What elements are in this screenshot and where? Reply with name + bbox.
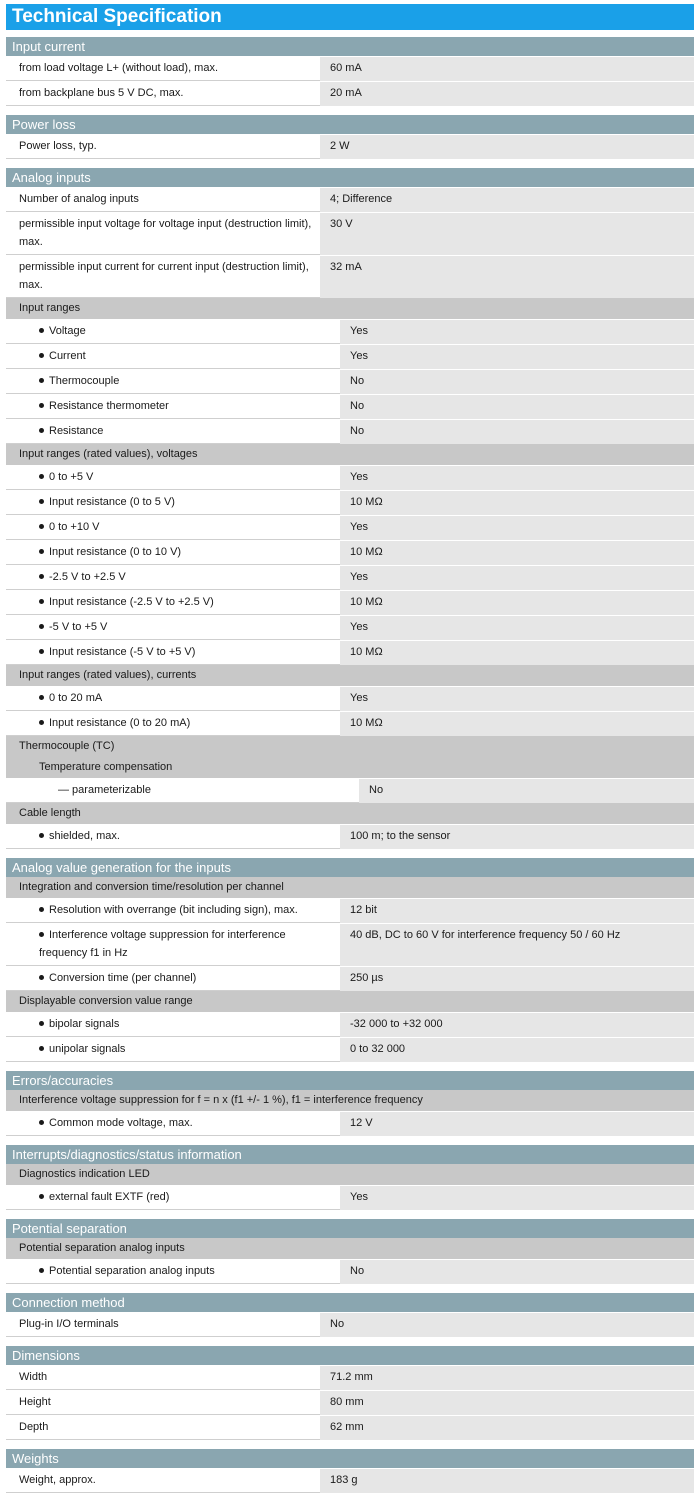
spec-label-text: Width [19,1371,48,1383]
spec-row [6,640,694,665]
spec-row [6,778,694,803]
spec-value: 80 mm [320,1391,694,1415]
bullet-icon [39,907,44,912]
subsection-label: Integration and conversion time/resolution per channel [19,881,284,893]
page-title: Technical Specification [6,4,694,30]
spec-row [6,923,694,966]
spec-label [6,687,340,711]
spec-label [6,420,340,444]
spec-value: Yes [340,616,694,640]
subsection-header [6,757,694,778]
subsection-header [6,1090,694,1111]
spec-label-text: Potential separation analog inputs [49,1265,215,1277]
spec-label-text: Input resistance (-2.5 V to +2.5 V) [49,596,214,608]
spec-section [6,1219,694,1284]
spec-row [6,686,694,711]
spec-row [6,824,694,849]
spec-label [6,1313,320,1337]
spec-value: 60 mA [320,57,694,81]
spec-label-text: Common mode voltage, max. [49,1117,193,1129]
spec-label [6,1038,340,1062]
spec-label [6,188,320,212]
subsection-label: Input ranges [19,302,81,314]
spec-value: 20 mA [320,82,694,106]
spec-label [6,566,340,590]
spec-label-text: Resolution with overrange (bit including sign), max. [49,904,298,916]
spec-section [6,1145,694,1210]
spec-section [6,1293,694,1337]
spec-label [6,491,340,515]
spec-label-text: Number of analog inputs [19,193,139,205]
spec-label-text: Resistance thermometer [49,400,169,412]
spec-row [6,898,694,923]
section-title: Input current [6,37,694,56]
spec-value: 71.2 mm [320,1366,694,1390]
spec-label [6,1366,320,1390]
spec-label [6,57,320,81]
spec-row [6,490,694,515]
bullet-icon [39,328,44,333]
spec-label-text: 0 to +5 V [49,471,94,483]
section-title: Dimensions [6,1346,694,1365]
section-title: Analog inputs [6,168,694,187]
spec-row [6,1365,694,1390]
spec-value: Yes [340,1186,694,1210]
subsection-header [6,1238,694,1259]
spec-label [6,1416,320,1440]
spec-row [6,1390,694,1415]
subsection-header [6,877,694,898]
spec-label-text: Height [19,1396,51,1408]
spec-row [6,134,694,159]
spec-label [6,1469,320,1493]
spec-section [6,168,694,849]
spec-row [6,344,694,369]
spec-row [6,255,694,298]
spec-label-text: Plug-in I/O terminals [19,1318,119,1330]
spec-value: 12 bit [340,899,694,923]
spec-value: 0 to 32 000 [340,1038,694,1062]
spec-label-text: permissible input current for current input (destruction limit), max. [19,261,309,291]
spec-label-text: 0 to +10 V [49,521,100,533]
spec-label [6,641,340,665]
subsection-header [6,736,694,757]
spec-section [6,1071,694,1136]
spec-label [6,924,340,966]
spec-value: -32 000 to +32 000 [340,1013,694,1037]
spec-value: 183 g [320,1469,694,1493]
spec-row [6,465,694,490]
spec-label [6,591,340,615]
spec-value: Yes [340,345,694,369]
spec-value: 10 MΩ [340,641,694,665]
spec-row [6,369,694,394]
bullet-icon [39,1268,44,1273]
section-title: Weights [6,1449,694,1468]
spec-label-text: shielded, max. [49,830,120,842]
spec-label [6,345,340,369]
spec-value: 250 µs [340,967,694,991]
subsection-header [6,1164,694,1185]
spec-row [6,394,694,419]
spec-row [6,565,694,590]
spec-label-text: Conversion time (per channel) [49,972,197,984]
subsection-label: Cable length [19,807,81,819]
section-title: Potential separation [6,1219,694,1238]
spec-label [6,135,320,159]
spec-value: 10 MΩ [340,712,694,736]
spec-label [6,466,340,490]
bullet-icon [39,549,44,554]
spec-label-text: Power loss, typ. [19,140,97,152]
bullet-icon [39,574,44,579]
spec-label [6,320,340,344]
section-title: Analog value generation for the inputs [6,858,694,877]
spec-label-text: permissible input voltage for voltage input (destruction limit), max. [19,218,312,248]
spec-label [6,779,359,803]
spec-label-text: Input resistance (0 to 20 mA) [49,717,191,729]
spec-label [6,541,340,565]
subsection-label: Potential separation analog inputs [19,1242,185,1254]
spec-label [6,256,320,298]
subsection-label: Diagnostics indication LED [19,1168,150,1180]
subsection-header [6,991,694,1012]
spec-row [6,1312,694,1337]
spec-row [6,1185,694,1210]
spec-value: No [340,420,694,444]
spec-label [6,616,340,640]
spec-label [6,1112,340,1136]
spec-label-text: bipolar signals [49,1018,120,1030]
bullet-icon [39,695,44,700]
bullet-icon [39,720,44,725]
spec-value: 12 V [340,1112,694,1136]
spec-label-text: external fault EXTF (red) [49,1191,170,1203]
spec-value: Yes [340,516,694,540]
spec-row [6,515,694,540]
spec-row [6,966,694,991]
spec-row [6,81,694,106]
spec-label-text: from load voltage L+ (without load), max. [19,62,219,74]
bullet-icon [39,833,44,838]
spec-value: Yes [340,320,694,344]
spec-row [6,1012,694,1037]
spec-row [6,56,694,81]
bullet-icon [39,474,44,479]
section-title: Interrupts/diagnostics/status information [6,1145,694,1164]
subsection-label: Displayable conversion value range [19,995,193,1007]
spec-label-text: Voltage [49,325,86,337]
subsection-label: Temperature compensation [39,761,173,773]
spec-label [6,825,340,849]
spec-value: 100 m; to the sensor [340,825,694,849]
subsection-label: Interference voltage suppression for f = n x (f1 +/- 1 %), f1 = interference frequency [19,1094,423,1106]
spec-row [6,711,694,736]
bullet-icon [39,499,44,504]
spec-value: 2 W [320,135,694,159]
spec-value: Yes [340,466,694,490]
spec-row [6,1468,694,1493]
spec-value: 10 MΩ [340,491,694,515]
bullet-icon [39,1120,44,1125]
spec-value: No [340,1260,694,1284]
spec-label [6,899,340,923]
spec-label-text: 0 to 20 mA [49,692,103,704]
spec-value: 32 mA [320,256,694,298]
spec-section [6,858,694,1062]
spec-label-text: unipolar signals [49,1043,126,1055]
spec-label [6,213,320,255]
bullet-icon [39,403,44,408]
spec-section [6,1346,694,1440]
spec-label-text: Input resistance (0 to 5 V) [49,496,175,508]
spec-label [6,370,340,394]
spec-row [6,590,694,615]
spec-label [6,395,340,419]
spec-label-text: from backplane bus 5 V DC, max. [19,87,184,99]
spec-label [6,1186,340,1210]
subsection-label: Thermocouple (TC) [19,740,115,752]
spec-value: 10 MΩ [340,541,694,565]
spec-label-text: Interference voltage suppression for interference frequency f1 in Hz [39,929,286,959]
spec-row [6,540,694,565]
spec-value: Yes [340,566,694,590]
spec-value: 30 V [320,213,694,255]
subsection-label: Input ranges (rated values), voltages [19,448,198,460]
spec-row [6,1037,694,1062]
spec-value: No [320,1313,694,1337]
subsection-header [6,665,694,686]
spec-row [6,615,694,640]
spec-value: 62 mm [320,1416,694,1440]
bullet-icon [39,1021,44,1026]
spec-label-text: — parameterizable [58,784,151,796]
spec-label-text: -2.5 V to +2.5 V [49,571,126,583]
section-title: Power loss [6,115,694,134]
spec-value: No [340,395,694,419]
spec-row [6,1111,694,1136]
spec-label-text: Input resistance (0 to 10 V) [49,546,182,558]
spec-label [6,1260,340,1284]
spec-row [6,1259,694,1284]
spec-value: 10 MΩ [340,591,694,615]
spec-label-text: -5 V to +5 V [49,621,108,633]
spec-label-text: Resistance [49,425,104,437]
subsection-header [6,444,694,465]
spec-label [6,1013,340,1037]
spec-section [6,1449,694,1493]
bullet-icon [39,599,44,604]
bullet-icon [39,649,44,654]
bullet-icon [39,353,44,358]
spec-row [6,419,694,444]
spec-row [6,319,694,344]
spec-label-text: Weight, approx. [19,1474,96,1486]
spec-label [6,967,340,991]
section-title: Connection method [6,1293,694,1312]
spec-label-text: Current [49,350,86,362]
spec-value: Yes [340,687,694,711]
bullet-icon [39,624,44,629]
spec-label-text: Thermocouple [49,375,120,387]
spec-value: 40 dB, DC to 60 V for interference frequency 50 / 60 Hz [340,924,694,966]
spec-row [6,187,694,212]
bullet-icon [39,1046,44,1051]
spec-value: 4; Difference [320,188,694,212]
spec-label-text: Input resistance (-5 V to +5 V) [49,646,196,658]
bullet-icon [39,975,44,980]
spec-label-text: Depth [19,1421,49,1433]
spec-row [6,1415,694,1440]
spec-label [6,712,340,736]
subsection-header [6,298,694,319]
spec-section [6,37,694,106]
spec-label [6,516,340,540]
spec-label [6,82,320,106]
spec-label [6,1391,320,1415]
bullet-icon [39,932,44,937]
bullet-icon [39,1194,44,1199]
spec-value: No [359,779,694,803]
bullet-icon [39,428,44,433]
section-title: Errors/accuracies [6,1071,694,1090]
subsection-label: Input ranges (rated values), currents [19,669,197,681]
bullet-icon [39,524,44,529]
spec-section [6,115,694,159]
spec-value: No [340,370,694,394]
subsection-header [6,803,694,824]
spec-row [6,212,694,255]
bullet-icon [39,378,44,383]
spec-sections [6,37,694,1493]
